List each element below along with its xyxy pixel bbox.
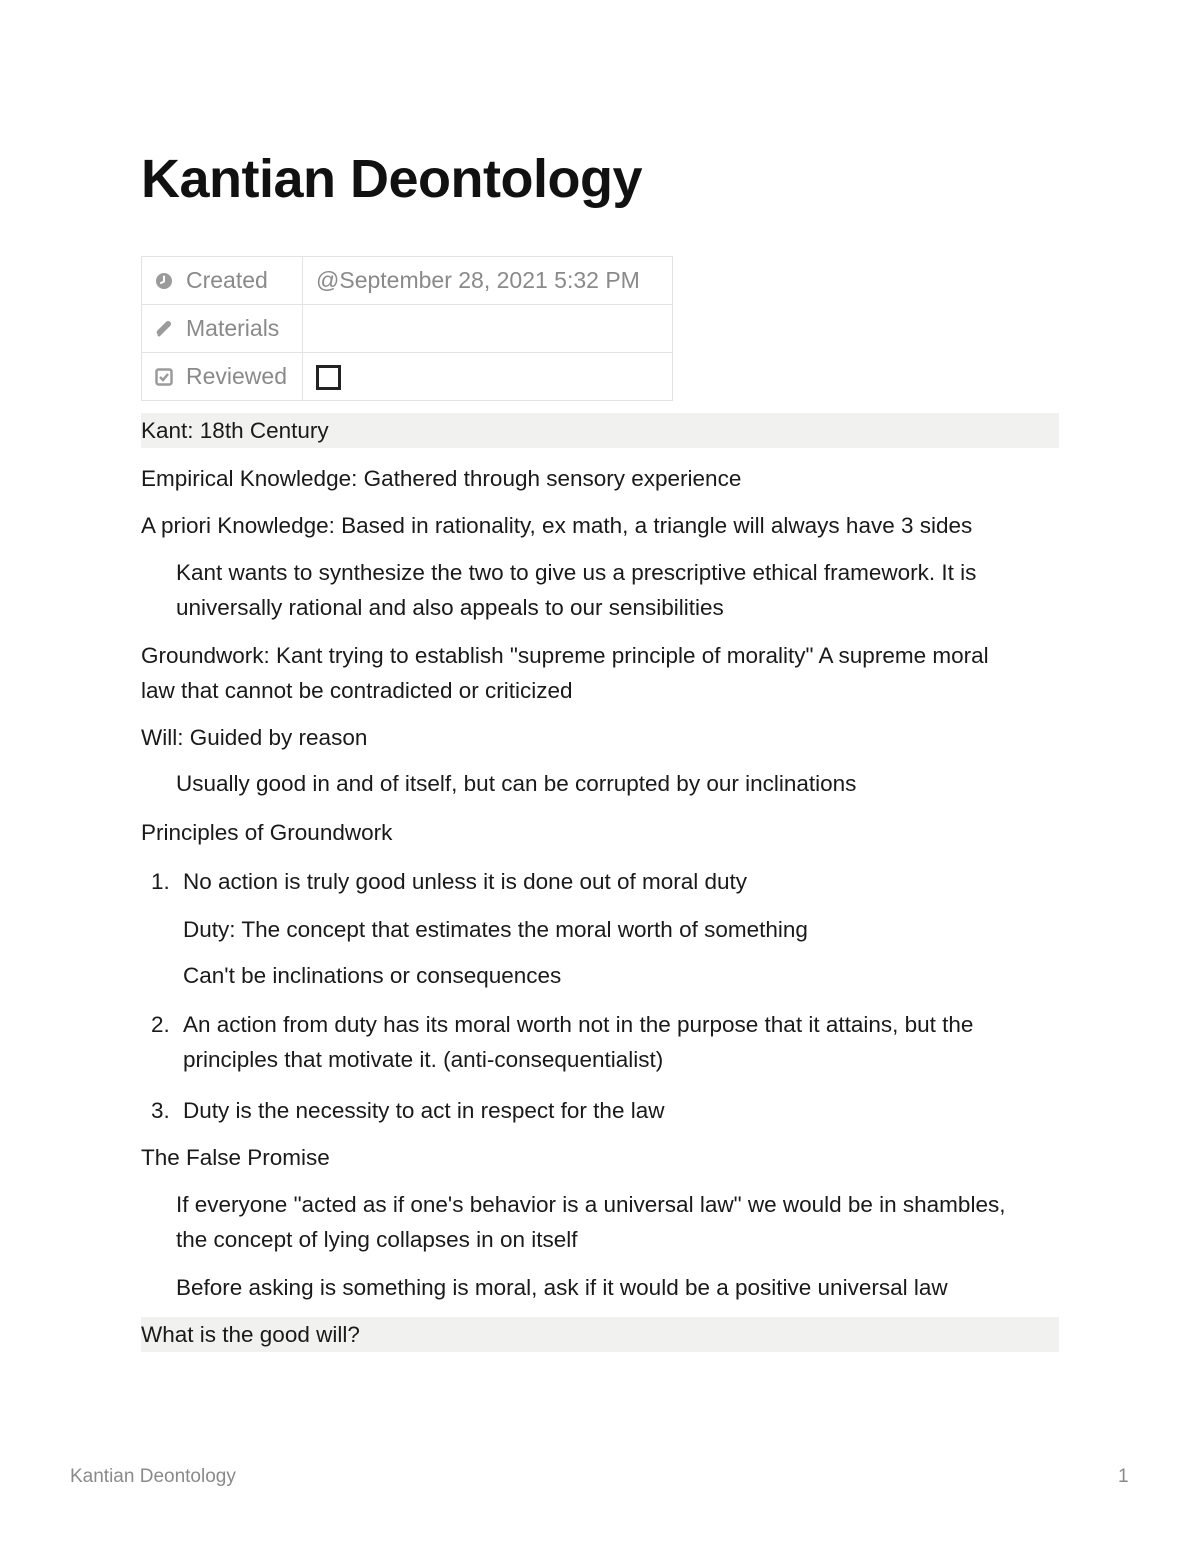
property-key-materials: [142, 305, 303, 353]
list-item-1-sub-duty: Duty: The concept that estimates the moral worth of something: [183, 917, 808, 942]
property-key-created: [142, 257, 303, 305]
property-row-created: [142, 257, 673, 305]
paragraph-false-promise-sub2: Before asking is something is moral, ask if it would be a positive universal law: [176, 1275, 948, 1300]
checkbox-property-icon: [155, 368, 173, 386]
paragraph-groundwork-line1: Groundwork: Kant trying to establish "supreme principle of morality" A supreme moral: [141, 643, 989, 668]
list-item-3: Duty is the necessity to act in respect for the law: [183, 1098, 665, 1123]
reviewed-checkbox[interactable]: [316, 365, 341, 390]
list-item-1: No action is truly good unless it is done out of moral duty: [183, 869, 748, 894]
clock-icon: [155, 272, 173, 290]
property-row-reviewed: [142, 353, 673, 401]
paragraph-false-promise-sub1-line2: the concept of lying collapses in on itself: [176, 1227, 578, 1252]
list-item-1-sub-inclinations: Can't be inclinations or consequences: [183, 963, 562, 988]
reviewed-value-cell: [303, 353, 673, 401]
callout-kant: Kant: 18th Century: [141, 413, 1059, 448]
paragraph-synthesize-line2: universally rational and also appeals to our sensibilities: [176, 595, 724, 620]
reviewed-label: Reviewed: [186, 363, 287, 389]
paragraph-will: Will: Guided by reason: [141, 725, 368, 750]
paragraph-groundwork-line2: law that cannot be contradicted or criticized: [141, 678, 573, 703]
footer-doc-title: Kantian Deontology: [70, 1466, 236, 1487]
callout-good-will: What is the good will?: [141, 1317, 1059, 1352]
footer-page-number: 1: [1118, 1466, 1129, 1487]
properties-table: [141, 256, 673, 401]
paragraph-apriori: A priori Knowledge: Based in rationality, ex math, a triangle will always have 3 sides: [141, 513, 973, 538]
list-item-2-line1: An action from duty has its moral worth not in the purpose that it attains, but the: [183, 1012, 974, 1037]
list-number-3: 3.: [151, 1098, 170, 1123]
created-value[interactable]: @September 28, 2021 5:32 PM: [303, 257, 673, 305]
property-key-reviewed: [142, 353, 303, 401]
paragraph-false-promise: The False Promise: [141, 1145, 330, 1170]
materials-label: Materials: [186, 315, 280, 341]
page-title: Kantian Deontology: [141, 149, 642, 209]
property-row-materials: [142, 305, 673, 353]
paperclip-icon: [155, 320, 173, 338]
list-number-1: 1.: [151, 869, 170, 894]
list-item-2-line2: principles that motivate it. (anti-consequentialist): [183, 1047, 664, 1072]
paragraph-synthesize-line1: Kant wants to synthesize the two to give us a prescriptive ethical framework. It is: [176, 560, 977, 585]
materials-value[interactable]: [303, 305, 673, 353]
paragraph-will-sub: Usually good in and of itself, but can be corrupted by our inclinations: [176, 771, 857, 796]
created-label: Created: [186, 267, 268, 293]
paragraph-false-promise-sub1-line1: If everyone "acted as if one's behavior is a universal law" we would be in shambles,: [176, 1192, 1006, 1217]
paragraph-principles-heading: Principles of Groundwork: [141, 820, 393, 845]
list-number-2: 2.: [151, 1012, 170, 1037]
paragraph-empirical: Empirical Knowledge: Gathered through sensory experience: [141, 466, 742, 491]
